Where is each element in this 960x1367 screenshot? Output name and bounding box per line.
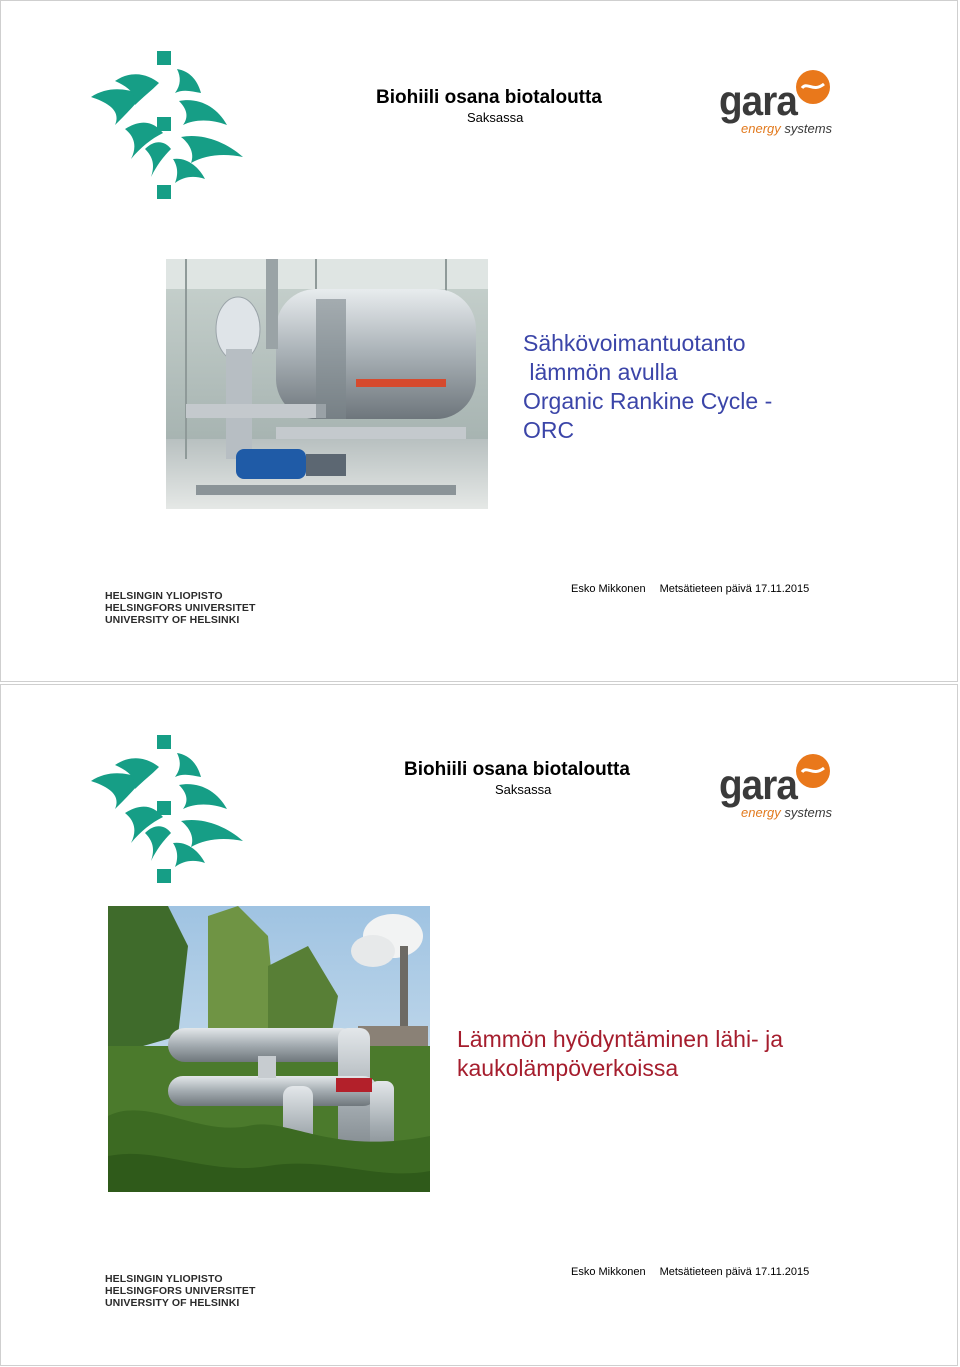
orc-plant-photo	[166, 259, 488, 509]
footer-event: Metsätieteen päivä 17.11.2015	[659, 583, 810, 595]
gara-logo-subtitle: energy systems	[741, 805, 833, 820]
slide-footer	[571, 1266, 809, 1278]
gara-logo-subtitle: energy systems	[741, 121, 833, 136]
footer-author: Esko Mikkonen	[571, 583, 646, 595]
slide-body-text: Lämmön hyödyntäminen lähi- ja kaukolämpöverkoissa	[457, 1026, 784, 1081]
slide-body-text: Sähkövoimantuotanto lämmön avulla Organic Rankine Cycle - ORC	[523, 330, 773, 443]
gara-logo-word: gara	[719, 761, 797, 808]
footer-author: Esko Mikkonen	[571, 1266, 646, 1278]
slide-footer	[571, 583, 809, 595]
slide-title: Biohiili osana biotaloutta	[376, 87, 602, 108]
slide-subtitle: Saksassa	[495, 782, 552, 797]
slide-1	[0, 0, 958, 682]
university-of-helsinki-wordmark: HELSINGIN YLIOPISTO HELSINGFORS UNIVERSITET UNIVERSITY OF HELSINKI	[105, 1273, 256, 1309]
gara-orange-circle-icon	[795, 69, 831, 105]
gara-orange-circle-icon	[795, 753, 831, 789]
slide-title: Biohiili osana biotaloutta	[404, 759, 630, 780]
helsinki-flame-logo-icon	[85, 49, 247, 201]
footer-event: Metsätieteen päivä 17.11.2015	[659, 1266, 810, 1278]
gara-logo-word: gara	[719, 77, 797, 124]
slide-subtitle: Saksassa	[467, 110, 524, 125]
gara-energy-systems-logo	[717, 69, 835, 141]
gara-energy-systems-logo	[717, 753, 835, 825]
university-of-helsinki-wordmark: HELSINGIN YLIOPISTO HELSINGFORS UNIVERSITET UNIVERSITY OF HELSINKI	[105, 590, 256, 626]
helsinki-flame-logo-icon	[85, 733, 247, 885]
slide-2	[0, 684, 958, 1366]
district-heating-pipes-photo	[108, 906, 430, 1192]
